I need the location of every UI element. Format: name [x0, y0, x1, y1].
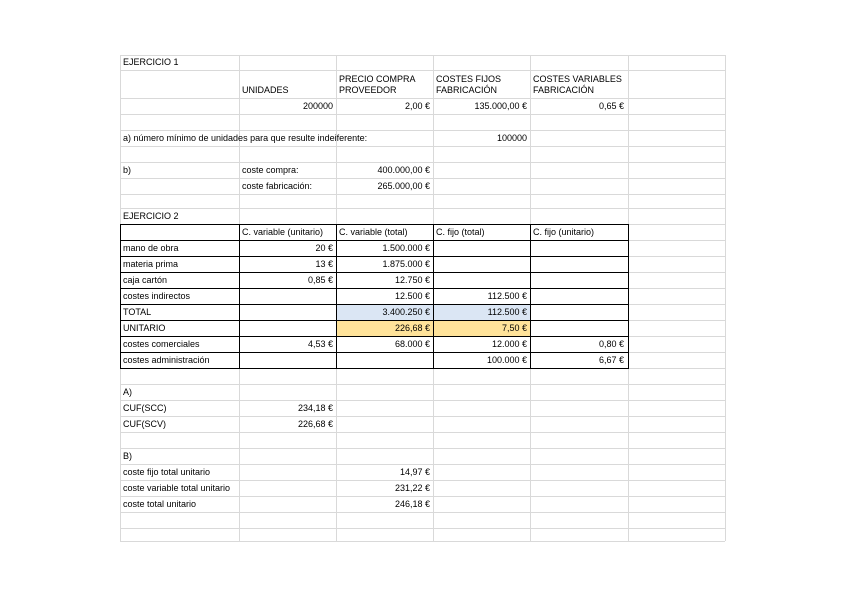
coste-fijo-total-unitario-label[interactable]: coste fijo total unitario [123, 466, 211, 477]
e2-cell[interactable] [530, 240, 627, 256]
e2-cell[interactable]: 12.000 € [491, 338, 527, 349]
e2-total-cf-cell[interactable]: 112.500 € [433, 304, 530, 320]
coste-variable-total-unitario-value[interactable]: 231,22 € [394, 482, 430, 493]
e1-value-unidades[interactable]: 200000 [302, 100, 333, 111]
e2-cell[interactable]: 0,85 € [307, 274, 333, 285]
e2-row-label[interactable]: materia prima [123, 258, 179, 269]
e2-cell[interactable]: 4,53 € [307, 338, 333, 349]
coste-fijo-total-unitario-value[interactable]: 14,97 € [399, 466, 430, 477]
table-border-h [120, 272, 629, 273]
part-b-label[interactable]: B) [123, 450, 132, 461]
ejercicio2-title[interactable]: EJERCICIO 2 [123, 210, 179, 221]
e2-header-cv-total[interactable]: C. variable (total) [339, 226, 408, 237]
table-border-v [530, 224, 531, 369]
e1-header-unidades[interactable]: UNIDADES [242, 85, 289, 95]
e2-cell[interactable] [530, 304, 627, 320]
e2-row-label[interactable]: costes administración [123, 354, 210, 365]
table-border-h [120, 240, 629, 241]
e2-header-cf-total[interactable]: C. fijo (total) [436, 226, 485, 237]
e2-row-label[interactable]: TOTAL [123, 306, 152, 317]
e2-cell[interactable] [239, 352, 336, 368]
grid-vline [725, 55, 726, 541]
e2-cell[interactable] [239, 320, 336, 336]
coste-total-unitario-label[interactable]: coste total unitario [123, 498, 197, 509]
e2-cell[interactable] [530, 272, 627, 288]
e2-cell[interactable]: 12.500 € [394, 290, 430, 301]
e2-cell[interactable] [433, 256, 530, 272]
e2-header-cv-unitario[interactable]: C. variable (unitario) [242, 226, 324, 237]
e2-unitario-cv-cell[interactable]: 226,68 € [336, 320, 433, 336]
e1-header-precio-compra[interactable]: PRECIO COMPRA PROVEEDOR [339, 74, 416, 95]
e2-cell[interactable] [530, 320, 627, 336]
e1-a-label[interactable]: a) número mínimo de unidades para que resulte indeiferente: [123, 132, 368, 143]
e1-coste-compra-label[interactable]: coste compra: [242, 164, 299, 175]
table-border-h [120, 288, 629, 289]
e2-row-label[interactable]: UNITARIO [123, 322, 166, 333]
coste-total-unitario-value[interactable]: 246,18 € [394, 498, 430, 509]
grid-hline [120, 146, 725, 147]
e2-cell[interactable] [239, 304, 336, 320]
table-border-v [336, 224, 337, 369]
cuf-scc-value[interactable]: 234,18 € [297, 402, 333, 413]
grid-hline [120, 541, 725, 542]
table-border-v [239, 224, 240, 369]
e1-b-label[interactable]: b) [123, 164, 132, 175]
e2-row-label[interactable]: costes indirectos [123, 290, 191, 301]
e1-value-precio[interactable]: 2,00 € [404, 100, 430, 111]
e2-cell[interactable]: 1.500.000 € [382, 242, 430, 253]
cuf-scv-value[interactable]: 226,68 € [297, 418, 333, 429]
table-border-h [120, 320, 629, 321]
e1-header-costes-fijos[interactable]: COSTES FIJOS FABRICACIÓN [436, 74, 502, 95]
grid-hline [120, 528, 725, 529]
table-border-h [120, 368, 629, 369]
table-border-v [628, 224, 629, 369]
cuf-scv-label[interactable]: CUF(SCV) [123, 418, 166, 429]
e2-cell[interactable] [433, 272, 530, 288]
e2-cell[interactable]: 6,67 € [598, 354, 624, 365]
e2-cell[interactable]: 20 € [315, 242, 333, 253]
ejercicio1-title[interactable]: EJERCICIO 1 [123, 57, 179, 67]
part-a-label[interactable]: A) [123, 386, 132, 397]
e2-header-cf-unitario[interactable]: C. fijo (unitario) [533, 226, 595, 237]
table-border-h [120, 304, 629, 305]
e2-cell[interactable] [530, 256, 627, 272]
e2-row-label[interactable]: mano de obra [123, 242, 179, 253]
e2-cell[interactable] [530, 288, 627, 304]
e2-cell[interactable]: 68.000 € [394, 338, 430, 349]
grid-hline [120, 194, 725, 195]
table-border-h [120, 352, 629, 353]
grid-hline [120, 512, 725, 513]
grid-hline [120, 114, 725, 115]
e1-coste-compra-value[interactable]: 400.000,00 € [377, 164, 430, 175]
e2-cell[interactable]: 0,80 € [598, 338, 624, 349]
e2-cell[interactable]: 13 € [315, 258, 333, 269]
grid-hline [120, 432, 725, 433]
e1-header-costes-variables[interactable]: COSTES VARIABLES FABRICACIÓN [533, 74, 622, 95]
e1-a-value[interactable]: 100000 [496, 132, 527, 143]
e2-cell[interactable] [433, 240, 530, 256]
e1-coste-fabricacion-label[interactable]: coste fabricación: [242, 180, 313, 191]
e2-cell[interactable]: 100.000 € [486, 354, 527, 365]
e1-value-costes-fijos[interactable]: 135.000,00 € [474, 100, 527, 111]
e2-row-label[interactable]: costes comerciales [123, 338, 200, 349]
e2-cell[interactable] [239, 288, 336, 304]
table-border-v [120, 224, 121, 369]
table-border-h [120, 224, 629, 225]
e2-cell[interactable]: 1.875.000 € [382, 258, 430, 269]
e1-coste-fabricacion-value[interactable]: 265.000,00 € [377, 180, 430, 191]
cuf-scc-label[interactable]: CUF(SCC) [123, 402, 167, 413]
table-border-v [433, 224, 434, 369]
e2-cell[interactable]: 112.500 € [487, 290, 527, 301]
e1-value-costes-variables[interactable]: 0,65 € [598, 100, 624, 111]
e2-cell[interactable]: 12.750 € [394, 274, 430, 285]
table-border-h [120, 336, 629, 337]
e2-cell[interactable] [336, 352, 433, 368]
e2-row-label[interactable]: caja cartón [123, 274, 168, 285]
table-border-h [120, 256, 629, 257]
coste-variable-total-unitario-label[interactable]: coste variable total unitario [123, 482, 231, 493]
e2-unitario-cf-cell[interactable]: 7,50 € [433, 320, 530, 336]
e2-total-cv-cell[interactable]: 3.400.250 € [336, 304, 433, 320]
